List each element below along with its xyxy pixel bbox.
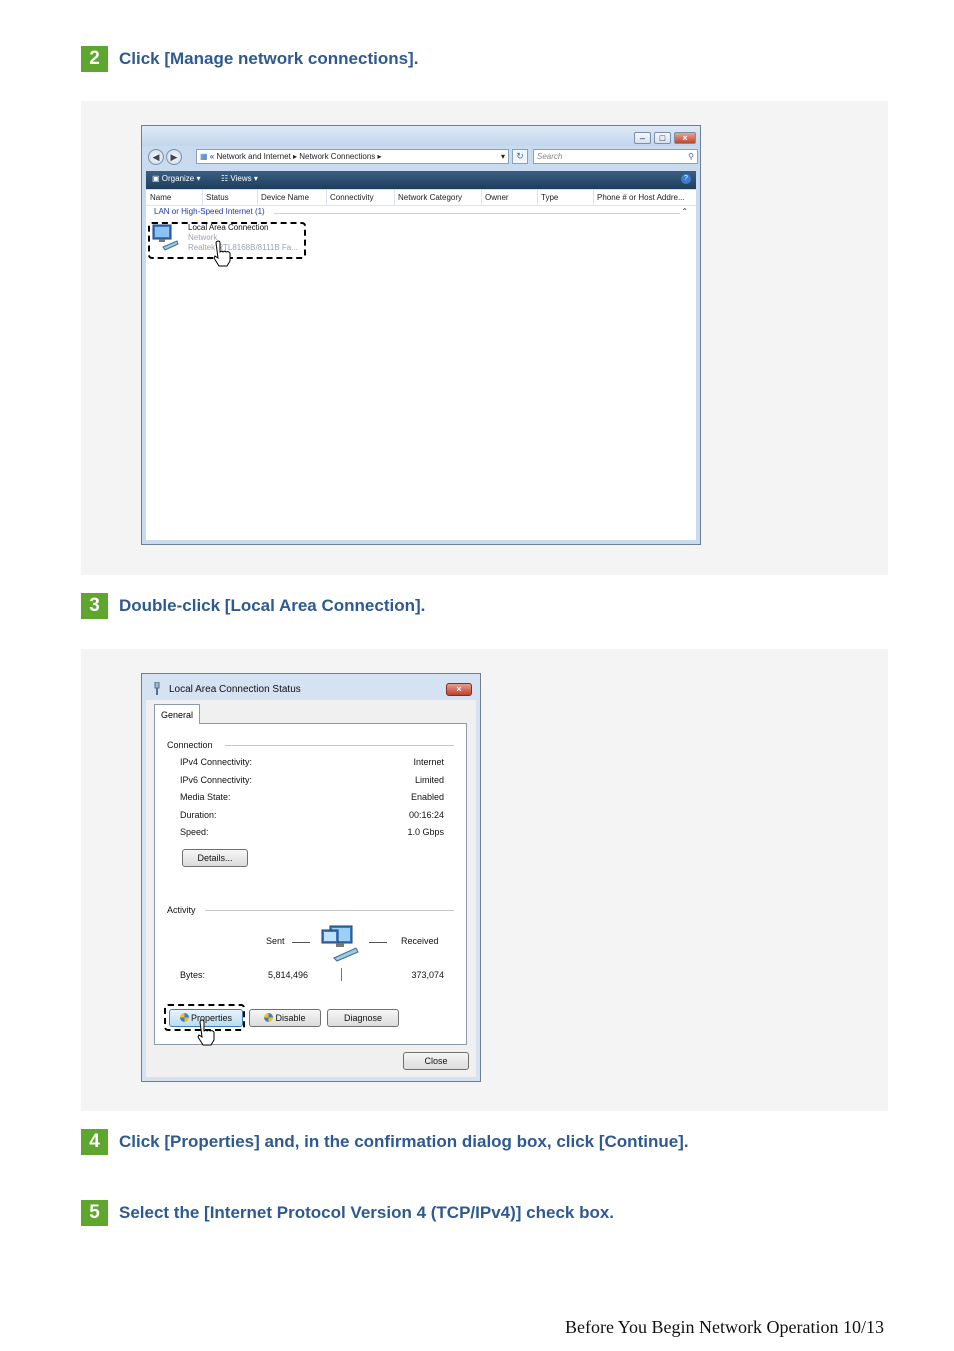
sent-label: Sent [266,936,285,946]
step-instruction: Double-click [Local Area Connection]. [119,596,426,615]
step-instruction: Click [Manage network connections]. [119,49,419,68]
properties-label: Properties [190,1013,233,1023]
organize-button[interactable] [152,174,201,183]
organize-icon: ▣ [152,174,160,183]
ipv6-value: Limited [414,775,444,785]
connection-heading: Connection [167,740,213,750]
activity-divider [205,910,454,911]
help-icon[interactable]: ? [681,174,691,184]
forward-icon[interactable]: ▶ [166,149,182,165]
breadcrumb-overflow[interactable]: « [209,152,215,161]
hand-cursor-icon [212,240,234,268]
column-header-name[interactable]: Name [150,193,172,202]
network-connections-window [141,125,701,545]
duration-label: Duration: [180,810,217,820]
media-state-value: Enabled [410,792,444,802]
item-device: Realtek RTL8168B/8111B Fa... [188,243,298,252]
refresh-icon[interactable]: ↻ [512,149,528,164]
step-number: 3 [81,593,108,619]
dialog-titlebar [142,674,480,700]
column-header-phone[interactable]: Phone # or Host Addre... [597,193,685,202]
column-header-network-category[interactable]: Network Category [398,193,463,202]
item-status: Network [188,233,218,242]
search-icon: ⚲ [688,152,694,161]
search-placeholder: Search [537,152,563,161]
collapse-icon[interactable]: ⌃ [681,207,688,216]
duration-value: 00:16:24 [408,810,444,820]
ipv6-label: IPv6 Connectivity: [180,775,253,785]
column-header-status[interactable]: Status [206,193,229,202]
diagnose-button[interactable]: Diagnose [327,1009,399,1027]
network-activity-icon [320,924,362,962]
step-2-heading [81,46,418,72]
tab-general[interactable]: General [154,704,200,724]
speed-label: Speed: [180,827,209,837]
step-5-heading [81,1200,614,1226]
bytes-divider [341,968,342,981]
step-number: 4 [81,1129,108,1155]
hand-cursor-icon [196,1019,218,1047]
item-name: Local Area Connection [188,223,269,232]
column-header-device-name[interactable]: Device Name [261,193,310,202]
step-3-heading [81,593,425,619]
breadcrumb-network-and-internet[interactable]: Network and Internet [216,152,291,161]
command-bar [146,171,696,189]
address-row [146,148,696,166]
close-icon[interactable]: × [674,132,696,144]
sent-line [292,942,310,943]
ipv4-label: IPv4 Connectivity: [180,757,253,767]
breadcrumb-separator-icon[interactable]: ▸ [377,152,382,161]
dropdown-arrow-icon[interactable]: ▾ [500,152,505,161]
step-number: 2 [81,46,108,72]
step-number: 5 [81,1200,108,1226]
views-icon: ☷ [221,174,229,183]
views-button[interactable] [221,174,258,183]
bytes-sent-value: 5,814,496 [268,970,309,980]
ipv4-value: Internet [413,757,444,767]
group-divider [274,213,680,214]
column-headers [146,190,696,206]
connection-divider [225,745,454,746]
activity-heading: Activity [167,905,196,915]
breadcrumb-separator-icon[interactable]: ▸ [292,152,297,161]
speed-value: 1.0 Gbps [407,827,444,837]
close-icon[interactable]: × [446,683,472,696]
column-header-connectivity[interactable]: Connectivity [330,193,374,202]
views-label: Views ▾ [230,174,258,183]
maximize-icon[interactable]: □ [654,132,671,144]
step-instruction: Click [Properties] and, in the confirmation dialog box, click [Continue]. [119,1132,689,1151]
column-header-type[interactable]: Type [541,193,559,202]
network-folder-icon: ▦ [200,152,208,161]
window-titlebar [142,126,700,146]
general-tab-panel [154,723,467,1045]
media-state-label: Media State: [180,792,231,802]
shield-icon [264,1013,273,1022]
step-4-heading [81,1129,689,1155]
page-footer: Before You Begin Network Operation 10/13 [565,1317,884,1337]
back-icon[interactable]: ◀ [148,149,164,165]
bytes-received-value: 373,074 [411,970,444,980]
step-instruction: Select the [Internet Protocol Version 4 (TCP/IPv4)] check box. [119,1203,615,1222]
breadcrumb-network-connections[interactable]: Network Connections [299,152,376,161]
dialog-title: Local Area Connection Status [169,684,301,695]
address-bar[interactable] [196,149,509,164]
network-plug-icon [153,682,161,695]
details-button[interactable]: Details... [182,849,248,867]
group-header[interactable]: LAN or High-Speed Internet (1) [154,207,265,216]
received-line [369,942,387,943]
column-header-owner[interactable]: Owner [485,193,509,202]
disable-label: Disable [275,1013,306,1023]
search-input[interactable] [533,149,698,164]
minimize-icon[interactable]: – [634,132,651,144]
disable-button[interactable] [249,1009,321,1027]
received-label: Received [401,936,439,946]
close-button[interactable]: Close [403,1052,469,1070]
bytes-label: Bytes: [180,970,206,980]
organize-label: Organize ▾ [161,174,201,183]
